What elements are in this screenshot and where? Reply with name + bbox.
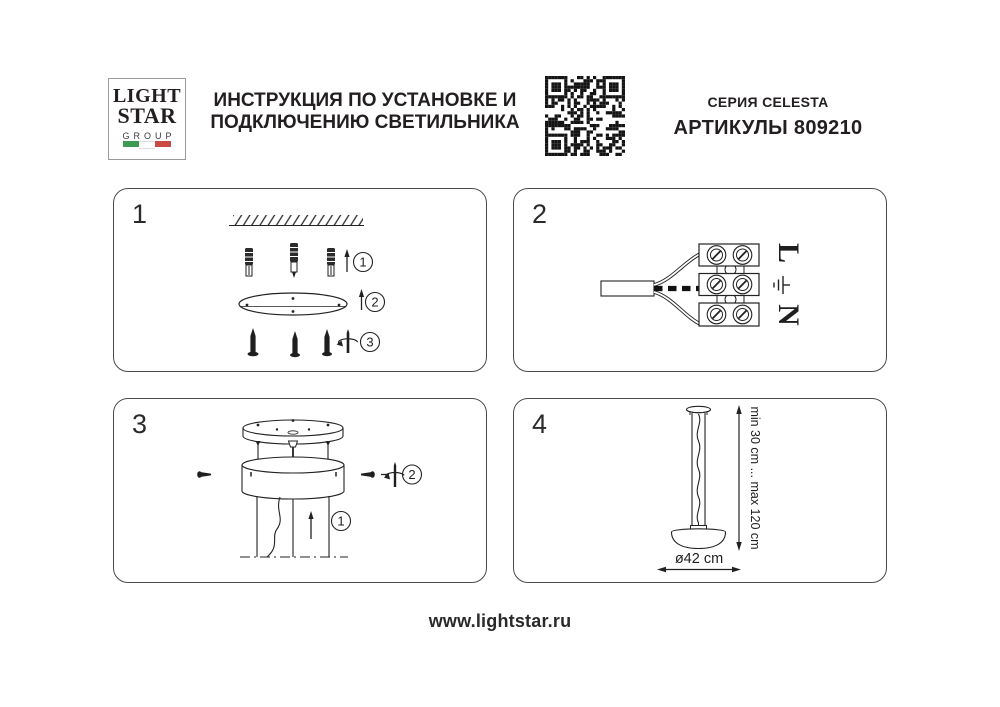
ceiling-hatch bbox=[229, 215, 364, 226]
italian-flag-icon bbox=[123, 141, 171, 147]
step-panel-2 bbox=[513, 188, 887, 372]
up-arrow-icon bbox=[359, 289, 364, 310]
screw-rotation-icon bbox=[337, 329, 358, 353]
step-2-badge bbox=[366, 293, 385, 312]
neutral-wire-label: N bbox=[772, 304, 805, 326]
panel-number: 2 bbox=[532, 199, 548, 229]
screw-icon bbox=[322, 329, 332, 356]
dimensions-diagram bbox=[514, 399, 888, 584]
live-wire-label: L bbox=[772, 242, 805, 264]
power-cable bbox=[267, 497, 280, 557]
step-1-badge bbox=[332, 512, 351, 531]
step-panel-3 bbox=[113, 398, 487, 583]
step-2-badge bbox=[403, 465, 422, 484]
canopy-assembly-diagram bbox=[114, 399, 488, 584]
panel-number: 3 bbox=[132, 409, 148, 439]
website-url: www.lightstar.ru bbox=[428, 611, 572, 631]
wall-anchor-icon bbox=[290, 243, 298, 278]
product-info bbox=[660, 94, 876, 140]
step-number: 3 bbox=[366, 334, 374, 350]
diameter-label: ø42 cm bbox=[674, 551, 724, 567]
screw-rotation-icon bbox=[381, 462, 404, 487]
step-number: 1 bbox=[359, 254, 367, 270]
canopy-ring bbox=[242, 457, 344, 499]
screw-icon bbox=[248, 328, 259, 356]
step-number: 1 bbox=[337, 513, 345, 529]
page-title-line2: ПОДКЛЮЧЕНИЮ СВЕТИЛЬНИКА bbox=[210, 112, 520, 133]
mounting-plate bbox=[243, 419, 343, 444]
wall-anchor-icon bbox=[245, 248, 253, 276]
screw-icon bbox=[290, 331, 300, 357]
lamp-shade bbox=[672, 526, 726, 549]
wiring-diagram bbox=[514, 189, 888, 373]
suspension-rods bbox=[240, 496, 348, 557]
height-range-label: min 30 cm ... max 120 cm bbox=[748, 406, 762, 550]
ceiling-canopy bbox=[687, 406, 711, 415]
step-number: 2 bbox=[408, 467, 416, 482]
series-label: СЕРИЯ CELESTA bbox=[707, 94, 829, 110]
page-title-line1: ИНСТРУКЦИЯ ПО УСТАНОВКЕ И bbox=[213, 90, 517, 111]
panel-number: 4 bbox=[532, 409, 548, 439]
up-arrow-icon bbox=[308, 511, 313, 539]
ceiling-mount-diagram bbox=[114, 189, 488, 373]
up-arrow-icon bbox=[344, 249, 349, 272]
step-1-badge bbox=[354, 253, 373, 272]
screw-icon bbox=[361, 471, 375, 478]
articles-label: АРТИКУЛЫ 809210 bbox=[673, 117, 863, 139]
lightstar-logo bbox=[108, 78, 186, 160]
step-panel-4 bbox=[513, 398, 887, 583]
page-title bbox=[185, 90, 545, 134]
suspension-rods bbox=[692, 413, 705, 528]
supply-cable bbox=[601, 254, 700, 324]
power-cable bbox=[697, 414, 700, 528]
logo-word-star: STAR bbox=[117, 103, 177, 128]
terminal-block bbox=[699, 244, 759, 326]
screw-icon bbox=[197, 471, 211, 478]
wall-anchor-icon bbox=[327, 248, 335, 276]
qr-code bbox=[545, 76, 625, 156]
qr-code-icon bbox=[545, 76, 625, 156]
panel-number: 1 bbox=[132, 199, 148, 229]
diameter-dimension bbox=[657, 551, 741, 572]
mounting-plate bbox=[239, 293, 347, 315]
logo-word-light: LIGHT bbox=[112, 85, 182, 107]
step-number: 2 bbox=[371, 294, 379, 310]
step-3-badge bbox=[361, 333, 380, 352]
step-panel-1 bbox=[113, 188, 487, 372]
height-dimension bbox=[736, 405, 762, 551]
logo-word-group: GROUP bbox=[122, 131, 176, 141]
earth-ground-icon bbox=[774, 276, 790, 294]
